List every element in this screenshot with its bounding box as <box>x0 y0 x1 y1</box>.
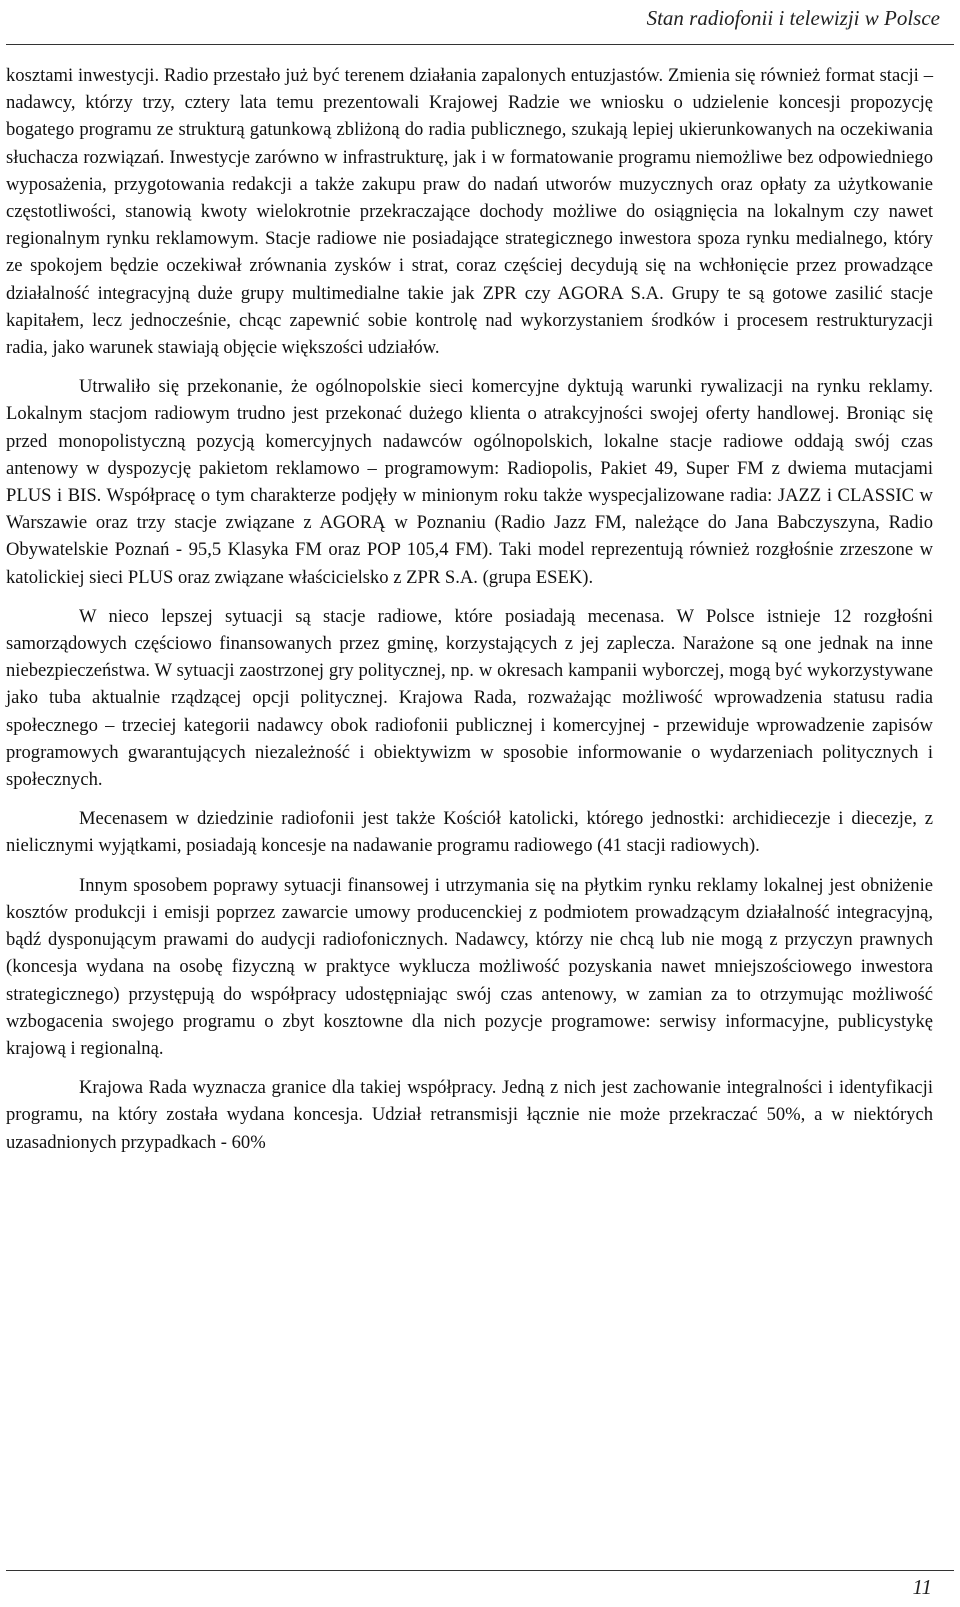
running-header: Stan radiofonii i telewizji w Polsce <box>646 6 940 30</box>
paragraph-3: W nieco lepszej sytuacji są stacje radiowe, które posiadają mecenasa. W Polsce istnieje 12 rozgłośni samorządowych częściowo finansowanych przez gminę, korzystających z jej zaplecza. Narażone są one jednak na inne niebezpieczeństwa. W sytuacji zaostrzonej gry politycznej, np. w okresach kampanii wyborczej, mogą być wykorzystywane jako tuba aktualnie rządzącej opcji politycznej. Krajowa Rada, rozważając możliwość wprowadzenia statusu radia społecznego – trzeciej kategorii nadawcy obok radiofonii publicznej i komercyjnej - przewiduje wprowadzenie zapisów programowych gwarantujących niezależność i obiektywizm w sposobie informowanie o wydarzeniach politycznych i społecznych. <box>6 605 933 791</box>
header-divider <box>6 44 954 45</box>
paragraph-6: Krajowa Rada wyznacza granice dla takiej współpracy. Jedną z nich jest zachowanie integralności i identyfikacji programu, na który została wydana koncesja. Udział retransmisji łącznie nie może przekraczać 50%, a w niektórych uzasadnionych przypadkach - 60% <box>6 1077 933 1153</box>
paragraph-5: Innym sposobem poprawy sytuacji finansowej i utrzymania się na płytkim rynku reklamy lokalnej jest obniżenie kosztów produkcji i emisji poprzez zawarcie umowy producenckiej z podmiotem prowadzącym działalność integracyjną, bądź dysponującym prawami do audycji radiofonicznych. Nadawcy, którzy nie chcą lub nie mogą z przyczyn prawnych (koncesja wydana na osobę fizyczną w praktyce wyklucza możliwość pozyskania nawet mniejszościowego inwestora strategicznego) przystępują do współpracy udostępniając swój czas antenowy, w zamian za to otrzymując możliwość wzbogacenia swojego programu o zbyt kosztowne dla nich pozycje programowe: serwisy informacyjne, publicystykę krajową i regionalną. <box>6 874 933 1059</box>
body-text <box>6 62 933 1168</box>
paragraph-2: Utrwaliło się przekonanie, że ogólnopolskie sieci komercyjne dyktują warunki rywalizacji na rynku reklamy. Lokalnym stacjom radiowym trudno jest przekonać dużego klienta o atrakcyjności swojej oferty handlowej. Broniąc się przed monopolistyczną pozycją komercyjnych nadawców ogólnopolskich, lokalne stacje radiowe oddają swój czas antenowy w dyspozycję pakietom reklamowo – programowym: Radiopolis, Pakiet 49, Super FM z dwiema mutacjami PLUS i BIS. Współpracę o tym charakterze podjęły w minionym roku także wyspecjalizowane radia: JAZZ i CLASSIC w Warszawie oraz trzy stacje związane z AGORĄ w Poznaniu (Radio Jazz FM, należące do Jana Babczyszyna, Radio Obywatelskie Poznań - 95,5 Klasyka FM oraz POP 105,4 FM). Taki model reprezentują również rozgłośnie zrzeszone w katolickiej sieci PLUS oraz związane właścicielsko z ZPR S.A. (grupa ESEK). <box>6 376 933 588</box>
paragraph-1: kosztami inwestycji. Radio przestało już być terenem działania zapalonych entuzjastów. Zmienia się również format stacji – nadawcy, którzy trzy, cztery lata temu prezentowali Krajowej Radzie we wniosku o udzielenie koncesji propozycję bogatego programu ze strukturą gatunkową zbliżoną do radia publicznego, szukają lepiej ukierunkowanych na oczekiwania słuchacza rozwiązań. Inwestycje zarówno w infrastrukturę, jak i w formatowanie programu niemożliwe bez odpowiedniego wyposażenia, przygotowania redakcji a także zakupu praw do nadań utworów muzycznych oraz opłaty za użytkowanie częstotliwości, stanowią kwoty wielokrotnie przekraczające dochody możliwe do osiągnięcia na lokalnym czy nawet regionalnym rynku reklamowym. Stacje radiowe nie posiadające strategicznego inwestora spoza rynku medialnego, który ze spokojem będzie oczekiwał zrównania zysków i strat, coraz częściej decydują się na wchłonięcie przez prowadzące działalność integracyjną duże grupy multimedialne takie jak ZPR czy AGORA S.A. Grupy te są gotowe zasilić stacje kapitałem, lecz jednocześnie, chcąc zapewnić sobie kontrolę nad wykorzystaniem środków i procesem restrukturyzacji radia, jako warunek stawiają objęcie większości udziałów. <box>6 65 933 359</box>
paragraph-4: Mecenasem w dziedzinie radiofonii jest także Kościół katolicki, którego jednostki: archidiecezje i diecezje, z nielicznymi wyjątkami, posiadają koncesje na nadawanie programu radiowego (41 stacji radiowych). <box>6 808 933 857</box>
footer-divider <box>6 1570 954 1571</box>
page-number: 11 <box>912 1575 932 1599</box>
